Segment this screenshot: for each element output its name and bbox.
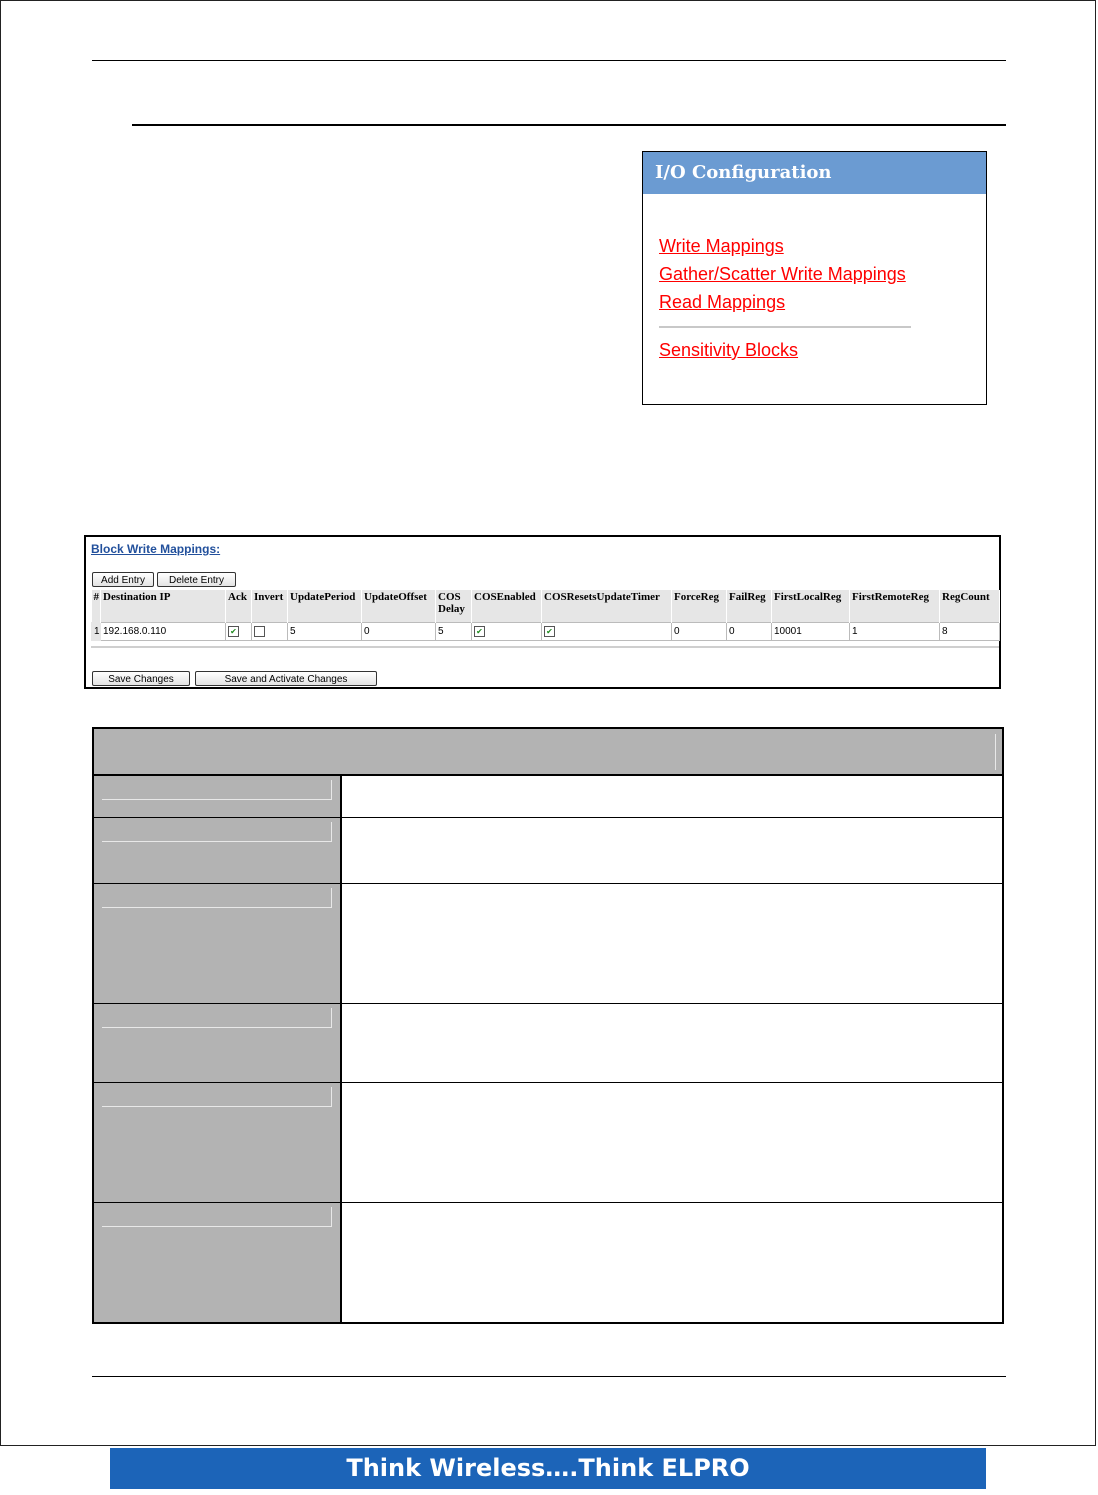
cos-enabled-cell xyxy=(472,623,542,641)
delete-entry-button[interactable]: Delete Entry xyxy=(157,572,236,587)
save-changes-button[interactable]: Save Changes xyxy=(92,671,190,686)
cos-resets-update-timer-checkbox[interactable]: ✔ xyxy=(544,626,555,637)
first-local-reg-field[interactable]: 10001 xyxy=(772,623,850,641)
parameter-description-cell xyxy=(342,1004,1002,1082)
col-header: COSResetsUpdateTimer xyxy=(542,590,672,623)
read-mappings-link[interactable]: Read Mappings xyxy=(659,292,786,312)
invert-cell xyxy=(252,623,288,641)
block-write-mappings-screen xyxy=(84,535,1001,689)
ack-cell xyxy=(226,623,252,641)
col-header: Destination IP xyxy=(101,590,226,623)
update-offset-field[interactable]: 0 xyxy=(362,623,436,641)
cell-bevel xyxy=(102,1087,332,1107)
cos-delay-field[interactable]: 5 xyxy=(436,623,472,641)
section-rule xyxy=(132,124,1006,126)
parameter-name-cell xyxy=(94,776,342,817)
cell-bevel xyxy=(102,888,332,908)
col-header: # xyxy=(92,590,101,623)
col-header: COS Delay xyxy=(436,590,472,623)
cell-bevel xyxy=(102,1008,332,1028)
gather-scatter-write-mappings-link[interactable]: Gather/Scatter Write Mappings xyxy=(659,264,906,284)
parameter-description-cell xyxy=(342,1083,1002,1202)
col-header: UpdateOffset xyxy=(362,590,436,623)
save-and-activate-button[interactable]: Save and Activate Changes xyxy=(195,671,377,686)
first-remote-reg-field[interactable]: 1 xyxy=(850,623,940,641)
mappings-table xyxy=(91,590,999,641)
parameter-name-cell xyxy=(94,818,342,883)
col-header: FailReg xyxy=(727,590,772,623)
cell-bevel xyxy=(102,1207,332,1227)
parameter-name-cell xyxy=(94,1004,342,1082)
cos-enabled-checkbox[interactable]: ✔ xyxy=(474,626,485,637)
col-header: Ack xyxy=(226,590,252,623)
table-divider xyxy=(91,646,999,648)
invert-checkbox[interactable] xyxy=(254,626,265,637)
parameter-table-header xyxy=(94,729,1002,776)
header-bevel xyxy=(995,734,996,770)
parameter-name-cell xyxy=(94,1083,342,1202)
col-header: ForceReg xyxy=(672,590,727,623)
fail-reg-field[interactable]: 0 xyxy=(727,623,772,641)
sensitivity-blocks-link[interactable]: Sensitivity Blocks xyxy=(659,340,799,360)
block-write-mappings-title[interactable]: Block Write Mappings: xyxy=(91,542,221,556)
ack-checkbox[interactable]: ✔ xyxy=(228,626,239,637)
reg-count-field[interactable]: 8 xyxy=(940,623,1000,641)
parameter-description-cell xyxy=(342,818,1002,883)
io-configuration-panel xyxy=(642,151,987,405)
parameter-name-cell xyxy=(94,884,342,1003)
col-header: FirstLocalReg xyxy=(772,590,850,623)
cell-bevel xyxy=(102,780,332,800)
io-panel-title: I/O Configuration xyxy=(643,152,986,194)
row-number: 1 xyxy=(92,623,101,641)
cell-bevel xyxy=(102,822,332,842)
parameter-table xyxy=(92,727,1004,1324)
table-header-row xyxy=(92,590,1000,623)
add-entry-button[interactable]: Add Entry xyxy=(92,572,154,587)
col-header: RegCount xyxy=(940,590,1000,623)
cos-resets-cell xyxy=(542,623,672,641)
parameter-description-cell xyxy=(342,884,1002,1003)
col-header: UpdatePeriod xyxy=(288,590,362,623)
destination-ip-field[interactable]: 192.168.0.110 xyxy=(101,623,226,641)
footer-banner: Think Wireless….Think ELPRO xyxy=(110,1448,986,1489)
force-reg-field[interactable]: 0 xyxy=(672,623,727,641)
parameter-description-cell xyxy=(342,776,1002,817)
link-separator xyxy=(659,326,911,328)
parameter-description-cell xyxy=(342,1203,1002,1322)
col-header: COSEnabled xyxy=(472,590,542,623)
footer-rule xyxy=(92,1376,1006,1377)
io-link-list xyxy=(659,232,911,364)
header-rule xyxy=(92,60,1006,61)
table-row xyxy=(92,623,1000,641)
parameter-name-cell xyxy=(94,1203,342,1322)
col-header: FirstRemoteReg xyxy=(850,590,940,623)
write-mappings-link[interactable]: Write Mappings xyxy=(659,236,784,256)
col-header: Invert xyxy=(252,590,288,623)
update-period-field[interactable]: 5 xyxy=(288,623,362,641)
